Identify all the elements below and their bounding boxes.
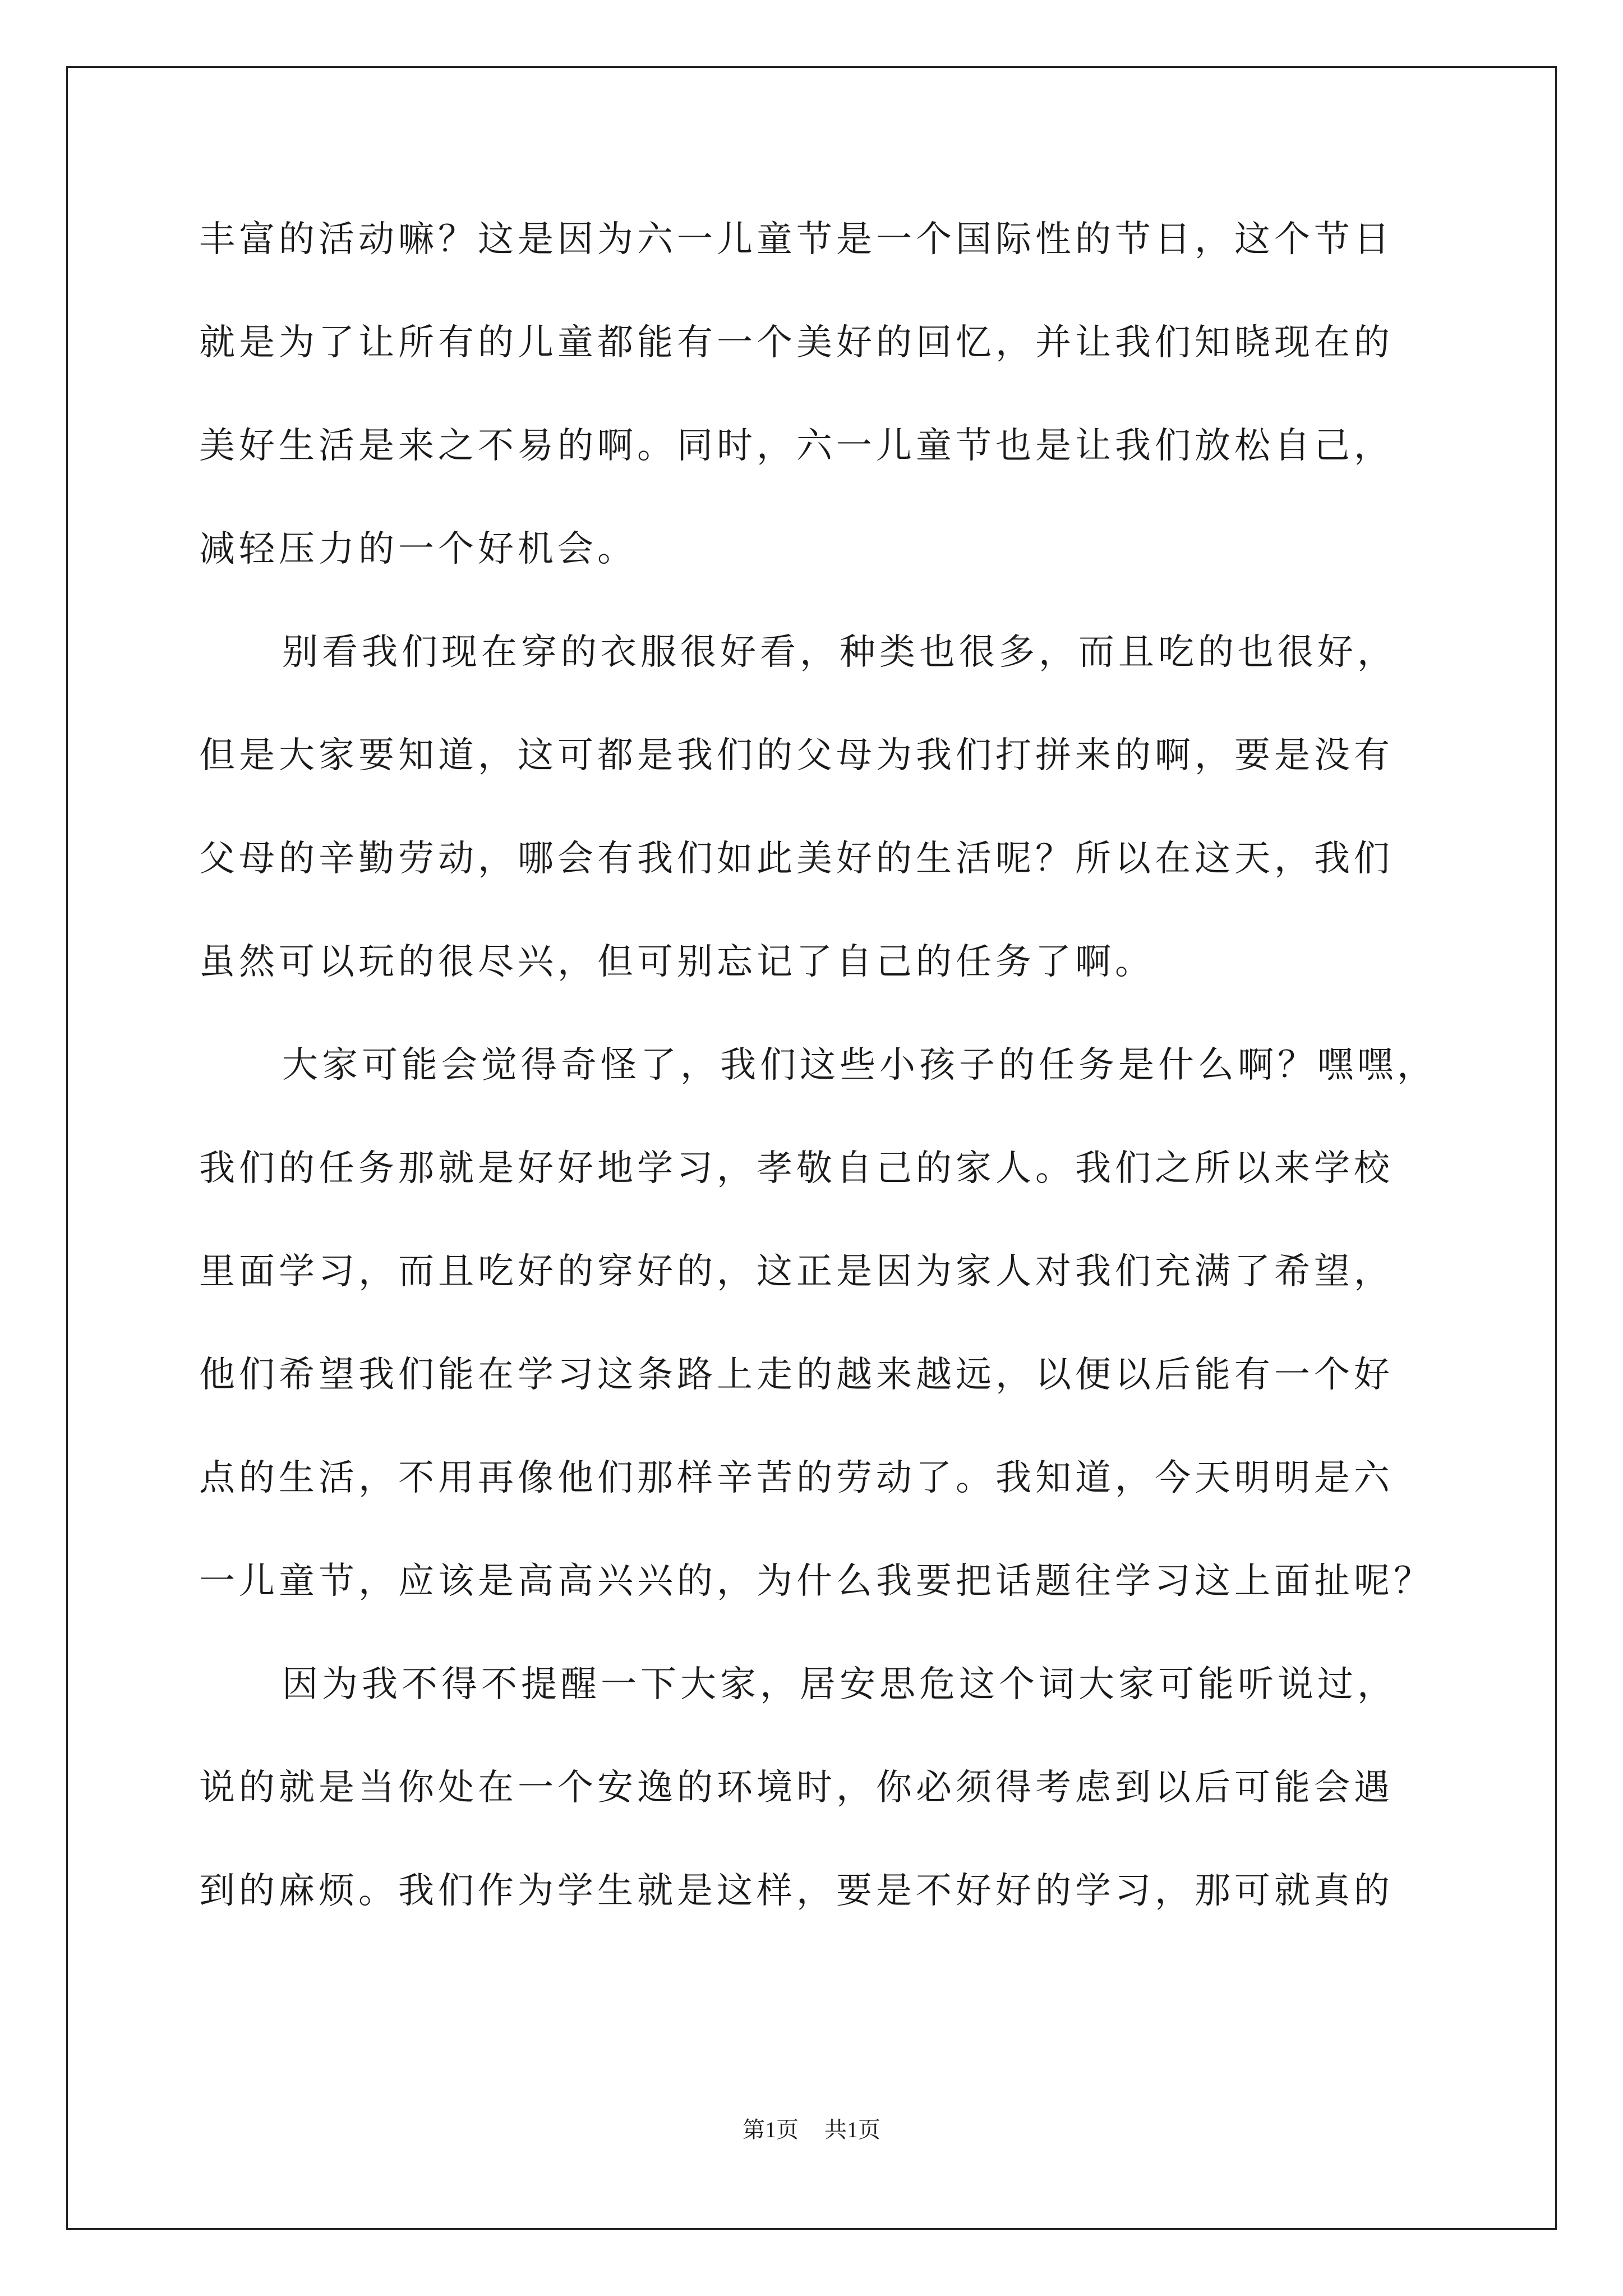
text-line: 美好生活是来之不易的啊。同时，六一儿童节也是让我们放松自己， <box>199 425 1394 467</box>
text-line: 说的就是当你处在一个安逸的环境时，你必须得考虑到以后可能会遇 <box>199 1767 1394 1809</box>
text-line: 他们希望我们能在学习这条路上走的越来越远，以便以后能有一个好 <box>199 1354 1394 1396</box>
paragraph-first-line: 大家可能会觉得奇怪了，我们这些小孩子的任务是什么啊？嘿嘿， <box>282 1045 1437 1086</box>
text-line: 就是为了让所有的儿童都能有一个美好的回忆，并让我们知晓现在的 <box>199 322 1394 364</box>
paragraph-first-line: 别看我们现在穿的衣服很好看，种类也很多，而且吃的也很好， <box>282 632 1397 673</box>
text-line: 虽然可以玩的很尽兴，但可别忘记了自己的任务了啊。 <box>199 941 1155 983</box>
paragraph-first-line: 因为我不得不提醒一下大家，居安思危这个词大家可能听说过， <box>282 1664 1397 1705</box>
text-line: 一儿童节，应该是高高兴兴的，为什么我要把话题往学习这上面扯呢？ <box>199 1561 1433 1602</box>
page-number: 第1页 <box>743 2117 799 2142</box>
text-line: 丰富的活动嘛？这是因为六一儿童节是一个国际性的节日，这个节日 <box>199 219 1394 260</box>
text-line: 我们的任务那就是好好地学习，孝敬自己的家人。我们之所以来学校 <box>199 1148 1394 1189</box>
text-line: 父母的辛勤劳动，哪会有我们如此美好的生活呢？所以在这天，我们 <box>199 838 1394 880</box>
text-line: 里面学习，而且吃好的穿好的，这正是因为家人对我们充满了希望， <box>199 1251 1394 1292</box>
text-line: 但是大家要知道，这可都是我们的父母为我们打拼来的啊，要是没有 <box>199 735 1394 776</box>
page-footer <box>0 2119 1623 2141</box>
text-line: 减轻压力的一个好机会。 <box>199 528 637 570</box>
text-line: 点的生活，不用再像他们那样辛苦的劳动了。我知道，今天明明是六 <box>199 1457 1394 1499</box>
text-line: 到的麻烦。我们作为学生就是这样，要是不好好的学习，那可就真的 <box>199 1870 1394 1912</box>
document-body <box>199 219 1437 1976</box>
page-total: 共1页 <box>824 2117 880 2142</box>
